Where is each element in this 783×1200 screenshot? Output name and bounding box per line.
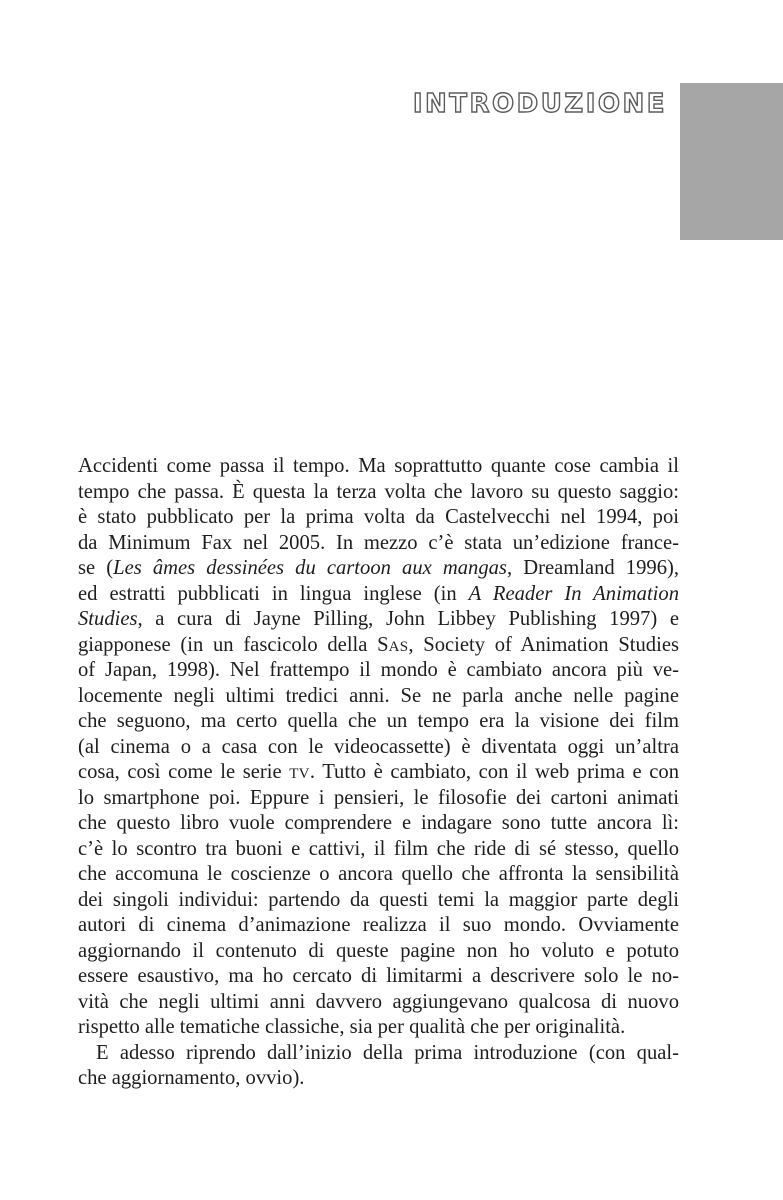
text-line: vità che negli ultimi anni davvero aggiungevano qualcosa di nuovo	[78, 990, 679, 1013]
text-line: (al cinema o a casa con le videocassette) è diventata oggi un’altra	[78, 735, 679, 758]
text-line: giapponese (in un fascicolo della SAS, Society of Animation Studies	[78, 633, 679, 656]
small-caps-abbreviation: AS	[388, 638, 409, 655]
text-line: essere esaustivo, ma ho cercato di limitarmi a descrivere solo le no-	[78, 965, 679, 987]
text-line: dei singoli individui: partendo da questi temi la maggior parte degli	[78, 888, 679, 911]
small-caps-abbreviation: TV	[289, 766, 310, 782]
text-line: che questo libro vuole comprendere e indagare sono tutte ancora lì:	[78, 812, 679, 834]
text-line: da Minimum Fax nel 2005. In mezzo c’è stata un’edizione france-	[78, 531, 679, 554]
text-line: che seguono, ma certo quella che un tempo era la visione dei film	[78, 710, 679, 732]
text-line: aggiornando il contenuto di queste pagine non ho voluto e potuto	[78, 939, 679, 962]
chapter-tab-marker	[680, 83, 783, 240]
text-line: rispetto alle tematiche classiche, sia per qualità che per originalità.	[78, 1016, 626, 1038]
book-title: Les âmes dessinées du cartoon aux mangas	[113, 557, 507, 579]
text-line: è stato pubblicato per la prima volta da Castelvecchi nel 1994, poi	[78, 506, 679, 528]
text-line: of Japan, 1998). Nel frattempo il mondo è cambiato ancora più ve-	[78, 659, 679, 681]
book-title: Studies	[78, 608, 138, 630]
text-line: che aggiornamento, ovvio).	[78, 1067, 305, 1089]
text-line: cosa, così come le serie TV. Tutto è cambiato, con il web prima e con	[78, 761, 679, 783]
text-line: ed estratti pubblicati in lingua inglese (in A Reader In Animation	[78, 582, 679, 605]
book-title: A Reader In Animation	[468, 582, 679, 605]
text-line: Studies, a cura di Jayne Pilling, John Libbey Publishing 1997) e	[78, 608, 679, 630]
text-line: autori di cinema d’animazione realizza il suo mondo. Ovviamente	[78, 914, 679, 936]
body-text	[78, 454, 679, 1092]
text-line: che accomuna le coscienze o ancora quello che affronta la sensibilità	[78, 863, 679, 885]
text-line: locemente negli ultimi tredici anni. Se ne parla anche nelle pagine	[78, 684, 679, 707]
text-line: se (Les âmes dessinées du cartoon aux mangas, Dreamland 1996),	[78, 557, 679, 579]
chapter-title: INTRODUZIONE	[412, 89, 667, 119]
text-line: tempo che passa. È questa la terza volta che lavoro su questo saggio:	[78, 480, 679, 503]
text-line: c’è lo scontro tra buoni e cattivi, il film che ride di sé stesso, quello	[78, 837, 679, 860]
text-line: lo smartphone poi. Eppure i pensieri, le filosofie dei cartoni animati	[78, 786, 679, 809]
text-line: Accidenti come passa il tempo. Ma soprattutto quante cose cambia il	[78, 455, 679, 477]
text-line: E adesso riprendo dall’inizio della prima introduzione (con qual-	[96, 1041, 679, 1064]
